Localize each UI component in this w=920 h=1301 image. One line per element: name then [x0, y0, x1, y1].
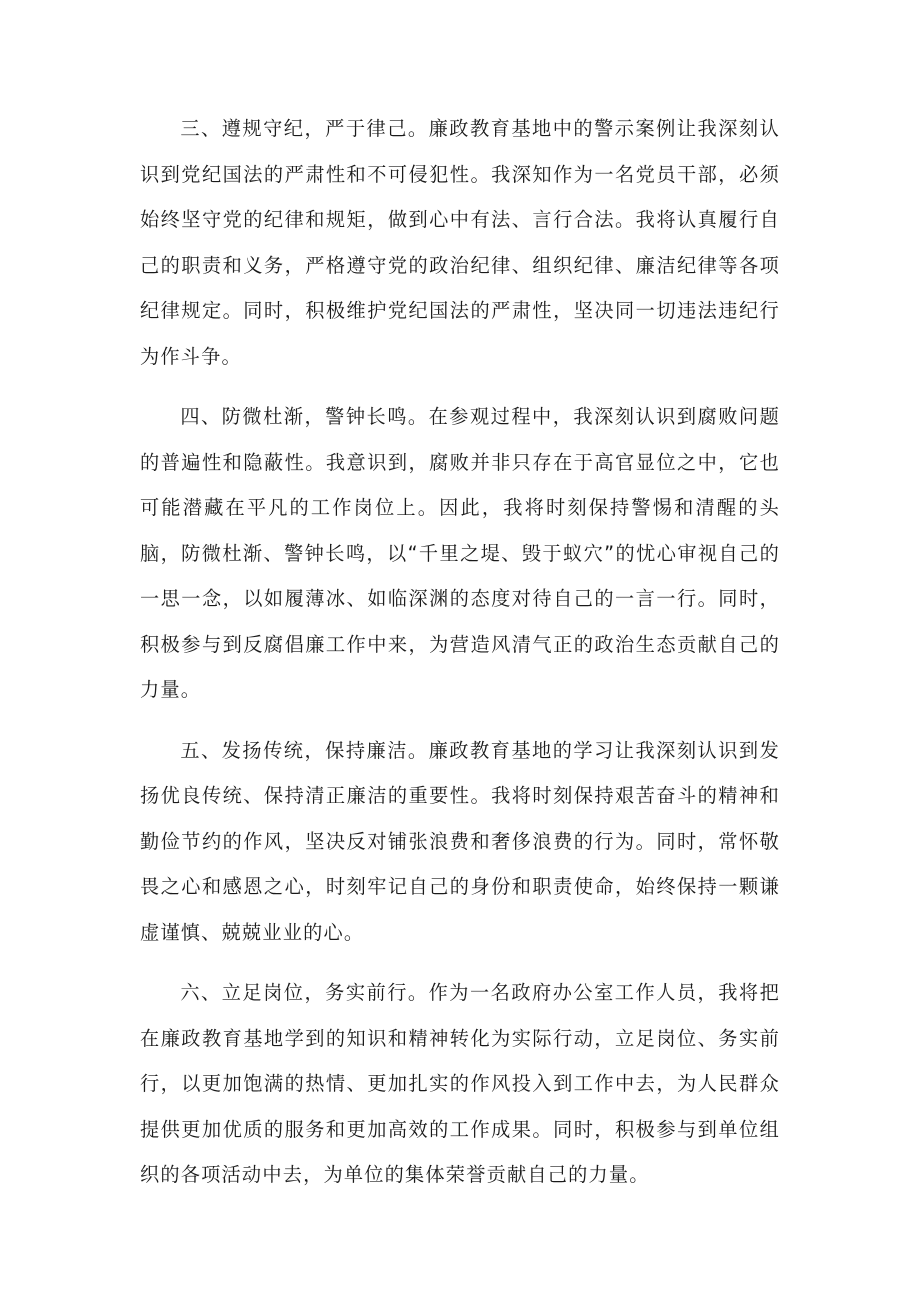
paragraph-section-3: 三、遵规守纪，严于律己。廉政教育基地中的警示案例让我深刻认识到党纪国法的严肃性和不可侵犯性。我深知作为一名党员干部，必须始终坚守党的纪律和规矩，做到心中有法、言行合法。我将认真履行自己的职责和义务，严格遵守党的政治纪律、组织纪律、廉洁纪律等各项纪律规定。同时，积极维护党纪国法的严肃性，坚决同一切违法违纪行为作斗争。 — [140, 117, 780, 368]
paragraph-section-5: 五、发扬传统，保持廉洁。廉政教育基地的学习让我深刻认识到发扬优良传统、保持清正廉洁的重要性。我将时刻保持艰苦奋斗的精神和勤俭节约的作风，坚决反对铺张浪费和奢侈浪费的行为。同时，常怀敬畏之心和感恩之心，时刻牢记自己的身份和职责使命，始终保持一颗谦虚谨慎、兢兢业业的心。 — [140, 738, 780, 944]
document-body — [140, 106, 780, 1213]
paragraph-section-6: 六、立足岗位，务实前行。作为一名政府办公室工作人员，我将把在廉政教育基地学到的知识和精神转化为实际行动，立足岗位、务实前行，以更加饱满的热情、更加扎实的作风投入到工作中去，为人民群众提供更加优质的服务和更加高效的工作成果。同时，积极参与到单位组织的各项活动中去，为单位的集体荣誉贡献自己的力量。 — [140, 981, 780, 1186]
paragraph-section-4: 四、防微杜渐，警钟长鸣。在参观过程中，我深刻认识到腐败问题的普遍性和隐蔽性。我意识到，腐败并非只存在于高官显位之中，它也可能潜藏在平凡的工作岗位上。因此，我将时刻保持警惕和清醒的头脑，防微杜渐、警钟长鸣，以“千里之堤、毁于蚁穴”的忧心审视自己的一思一念，以如履薄冰、如临深渊的态度对待自己的一言一行。同时，积极参与到反腐倡廉工作中来，为营造风清气正的政治生态贡献自己的力量。 — [140, 405, 780, 701]
